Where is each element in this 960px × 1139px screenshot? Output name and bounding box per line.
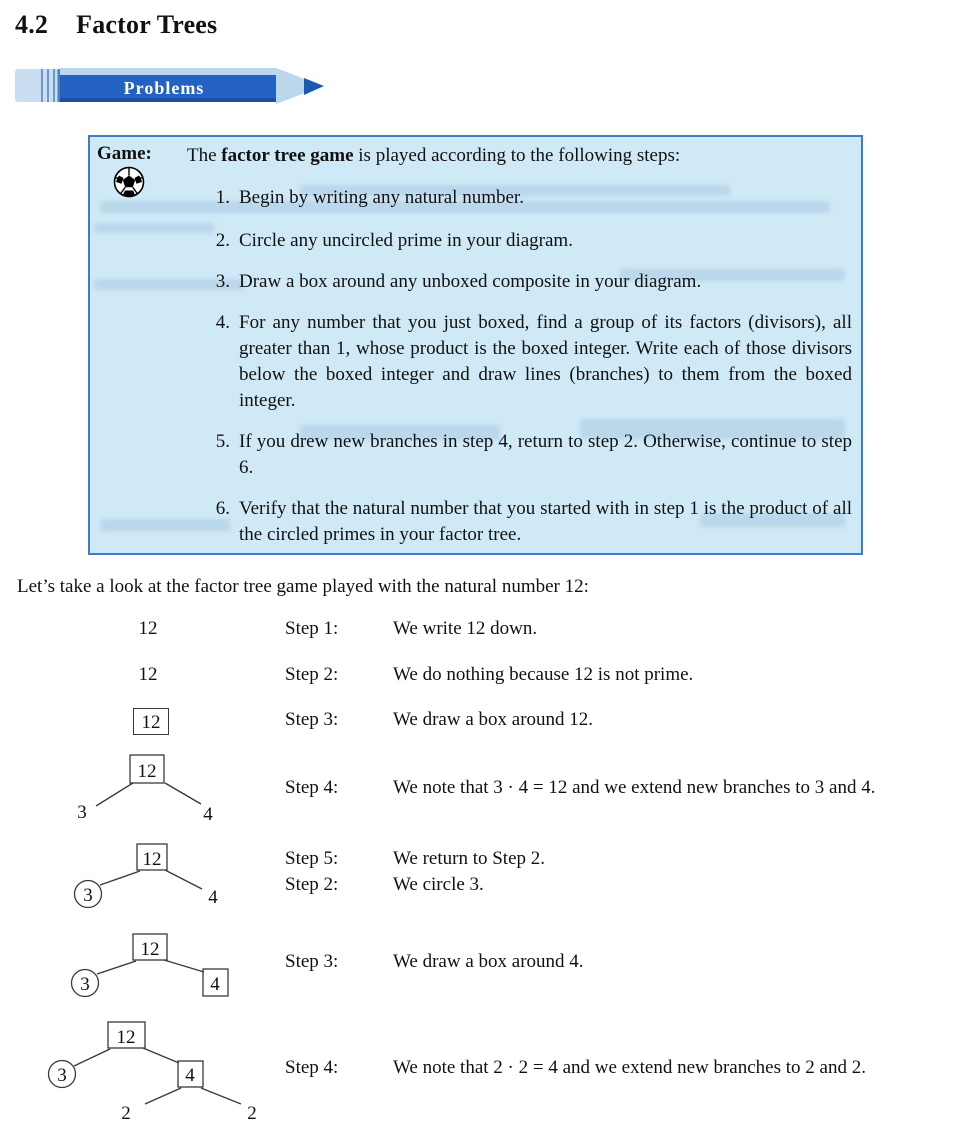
game-step-number: 3. — [215, 271, 230, 292]
node-12: 12 — [116, 1027, 136, 1048]
game-step-number: 4. — [215, 312, 230, 333]
walkthrough-step-line — [285, 874, 484, 896]
game-step-item — [210, 429, 852, 481]
step-text: We note that 2 · 2 = 4 and we extend new branches to 2 and 2. — [393, 1057, 866, 1078]
ghost-text-artifact — [94, 223, 214, 233]
step-label: Step 3: — [285, 709, 339, 730]
step-label: Step 2: — [285, 874, 339, 895]
problems-banner-label: Problems — [123, 78, 205, 98]
factor-tree-node-12: 12 — [138, 664, 158, 685]
node-3: 3 — [57, 1065, 67, 1086]
game-step-number: 1. — [215, 187, 230, 208]
game-step-item — [210, 185, 852, 211]
game-step-item — [210, 496, 852, 548]
game-step-number: 5. — [215, 431, 230, 452]
branch-line — [165, 870, 202, 889]
factor-tree-node-12: 12 — [138, 618, 158, 639]
game-step-item — [210, 269, 852, 295]
game-label: Game: — [97, 143, 152, 164]
game-step-item — [210, 228, 852, 254]
soccer-ball-icon — [112, 165, 146, 199]
node-4: 4 — [203, 804, 213, 825]
walkthrough-step-line — [285, 664, 693, 686]
step-label: Step 3: — [285, 951, 339, 972]
step-label: Step 5: — [285, 848, 339, 869]
node-4: 4 — [185, 1065, 195, 1086]
branch-line — [201, 1088, 241, 1104]
game-step-text: For any number that you just boxed, find a group of its factors (divisors), all greater than 1, whose product is the boxed integer. Write each of those divisors below the boxed integer and draw lines (branches) to them from the boxed integer. — [239, 312, 852, 411]
node-3: 3 — [77, 802, 87, 823]
branch-line — [74, 1049, 110, 1066]
branch-line — [97, 961, 136, 974]
step-text: We write 12 down. — [393, 618, 538, 639]
node-4: 4 — [210, 974, 220, 995]
game-step-text: Verify that the natural number that you started with in step 1 is the product of all the circled primes in your factor tree. — [239, 498, 852, 545]
step-text: We draw a box around 12. — [393, 709, 594, 730]
branch-line — [165, 783, 201, 804]
step-text: We note that 3 · 4 = 12 and we extend new branches to 3 and 4. — [393, 777, 876, 798]
game-step-number: 2. — [215, 230, 230, 251]
game-rules-box — [88, 135, 863, 555]
game-step-text: Begin by writing any natural number. — [239, 187, 524, 208]
node-12: 12 — [142, 849, 162, 870]
step-text: We circle 3. — [393, 874, 484, 895]
node-2: 2 — [247, 1103, 257, 1124]
node-3: 3 — [83, 885, 93, 906]
walkthrough-intro: Let’s take a look at the factor tree game played with the natural number 12: — [17, 576, 589, 597]
step-text: We do nothing because 12 is not prime. — [393, 664, 694, 685]
node-12: 12 — [137, 761, 157, 782]
walkthrough-step-line — [285, 951, 584, 973]
factor-tree-diagram-step4b — [20, 1018, 280, 1128]
problems-banner — [12, 62, 327, 108]
game-step-text: Circle any uncircled prime in your diagram. — [239, 230, 573, 251]
walkthrough-step-line — [285, 709, 593, 731]
step-text: We draw a box around 4. — [393, 951, 584, 972]
factor-tree-diagram-step3b — [20, 928, 250, 1008]
node-4: 4 — [208, 887, 218, 908]
branch-line — [143, 1048, 179, 1063]
game-step-number: 6. — [215, 498, 230, 519]
game-intro-bold: factor tree game — [221, 145, 354, 166]
walkthrough-step-line — [285, 1057, 866, 1079]
section-number: 4.2 — [15, 10, 49, 39]
walkthrough-step-line — [285, 777, 875, 799]
step-label: Step 4: — [285, 1057, 339, 1078]
game-intro-prefix: The — [187, 145, 222, 166]
game-intro — [187, 143, 857, 169]
branch-line — [100, 871, 140, 885]
game-step-item — [210, 310, 852, 414]
step-label: Step 4: — [285, 777, 339, 798]
branch-line — [145, 1088, 181, 1104]
walkthrough-step-line — [285, 618, 537, 640]
step-label: Step 2: — [285, 664, 339, 685]
step-label: Step 1: — [285, 618, 339, 639]
factor-tree-diagram-step4 — [20, 752, 240, 830]
node-12: 12 — [140, 939, 160, 960]
game-step-text: If you drew new branches in step 4, return to step 2. Otherwise, continue to step 6. — [239, 431, 852, 478]
game-intro-suffix: is played according to the following steps: — [353, 145, 681, 166]
section-heading — [15, 10, 217, 40]
walkthrough-step-line — [285, 848, 545, 870]
node-3: 3 — [80, 974, 90, 995]
game-step-text: Draw a box around any unboxed composite in your diagram. — [239, 271, 702, 292]
factor-tree-diagram-step5 — [20, 838, 240, 918]
branch-line — [164, 960, 204, 972]
section-title: Factor Trees — [76, 10, 218, 39]
node-2: 2 — [121, 1103, 131, 1124]
game-steps-list — [210, 185, 852, 563]
branch-line — [96, 783, 133, 806]
step-text: We return to Step 2. — [393, 848, 546, 869]
factor-tree-boxed-12: 12 — [133, 708, 169, 735]
